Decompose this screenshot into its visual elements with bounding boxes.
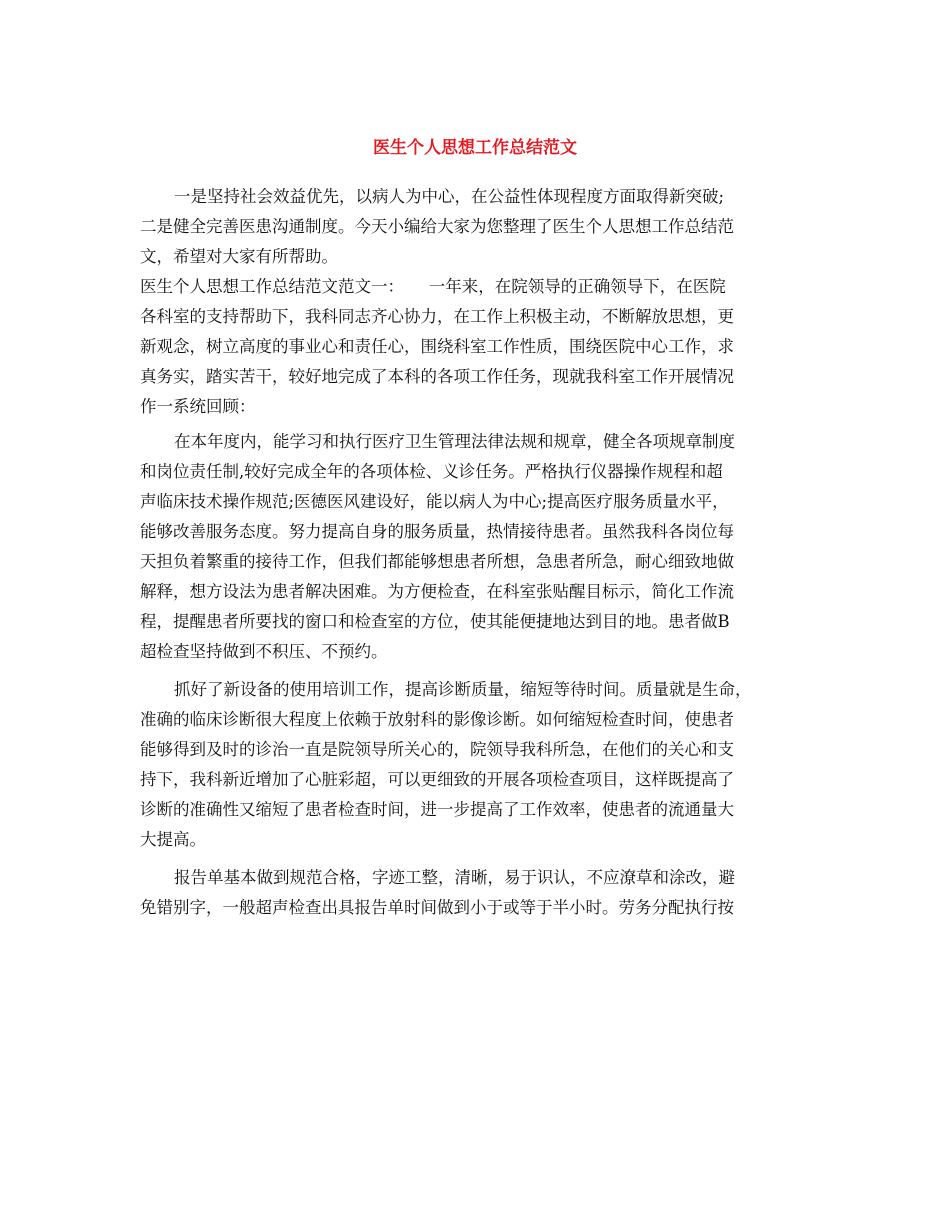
text-line: 超检查坚持做到不积压、不预约。 (140, 642, 388, 661)
text-line: 准确的临床诊断很大程度上依赖于放射科的影像诊断。如何缩短检查时间，使患者 (140, 710, 734, 729)
text-line: 文，希望对大家有所帮助。 (140, 247, 338, 266)
text-line: 程，提醒患者所要找的窗口和检查室的方位，使其能便捷地达到目的地。患者做B (140, 612, 730, 631)
text-line: 能够改善服务态度。努力提高自身的服务质量，热情接待患者。虽然我科各岗位每 (140, 522, 734, 541)
text-line: 新观念，树立高度的事业心和责任心，围绕科室工作性质，围绕医院中心工作，求 (140, 337, 734, 356)
text-line: 抓好了新设备的使用培训工作，提高诊断质量，缩短等待时间。质量就是生命， (174, 680, 752, 699)
text-line: 和岗位责任制,较好完成全年的各项体检、义诊任务。严格执行仪器操作规程和超 (140, 462, 723, 481)
text-line: 天担负着繁重的接待工作，但我们都能够想患者所想，急患者所急，耐心细致地做 (140, 552, 734, 571)
text-line: 免错别字，一般超声检查出具报告单时间做到小于或等于半小时。劳务分配执行按 (140, 898, 734, 917)
text-line: 能够得到及时的诊治一直是院领导所关心的，院领导我科所急，在他们的关心和支 (140, 740, 734, 759)
text-line: 作一系统回顾： (140, 397, 256, 416)
text-line: 在本年度内，能学习和执行医疗卫生管理法律法规和规章，健全各项规章制度 (174, 432, 735, 451)
text-line: 真务实，踏实苦干，较好地完成了本科的各项工作任务，现就我科室工作开展情况 (140, 367, 734, 386)
text-line: 一是坚持社会效益优先，以病人为中心，在公益性体现程度方面取得新突破; (174, 187, 725, 206)
text-line: 解释，想方设法为患者解决困难。为方便检查，在科室张贴醒目标示，简化工作流 (140, 582, 734, 601)
text-line: 大提高。 (140, 830, 206, 849)
text-line: 报告单基本做到规范合格，字迹工整，清晰，易于识认，不应潦草和涂改，避 (174, 868, 735, 887)
text-line: 持下，我科新近增加了心脏彩超，可以更细致的开展各项检查项目，这样既提高了 (140, 770, 734, 789)
text-line: 诊断的准确性又缩短了患者检查时间，进一步提高了工作效率，使患者的流通量大 (140, 800, 734, 819)
document-body (140, 182, 820, 923)
text-line: 二是健全完善医患沟通制度。今天小编给大家为您整理了医生个人思想工作总结范 (140, 217, 734, 236)
text-line: 声临床技术操作规范;医德医风建设好，能以病人为中心;提高医疗服务质量水平， (140, 492, 729, 511)
document-title: 医生个人思想工作总结范文 (373, 138, 577, 158)
text-line: 各科室的支持帮助下，我科同志齐心协力，在工作上积极主动，不断解放思想，更 (140, 307, 734, 326)
text-line: 医生个人思想工作总结范文范文一： 一年来，在院领导的正确领导下，在医院 (140, 277, 726, 296)
